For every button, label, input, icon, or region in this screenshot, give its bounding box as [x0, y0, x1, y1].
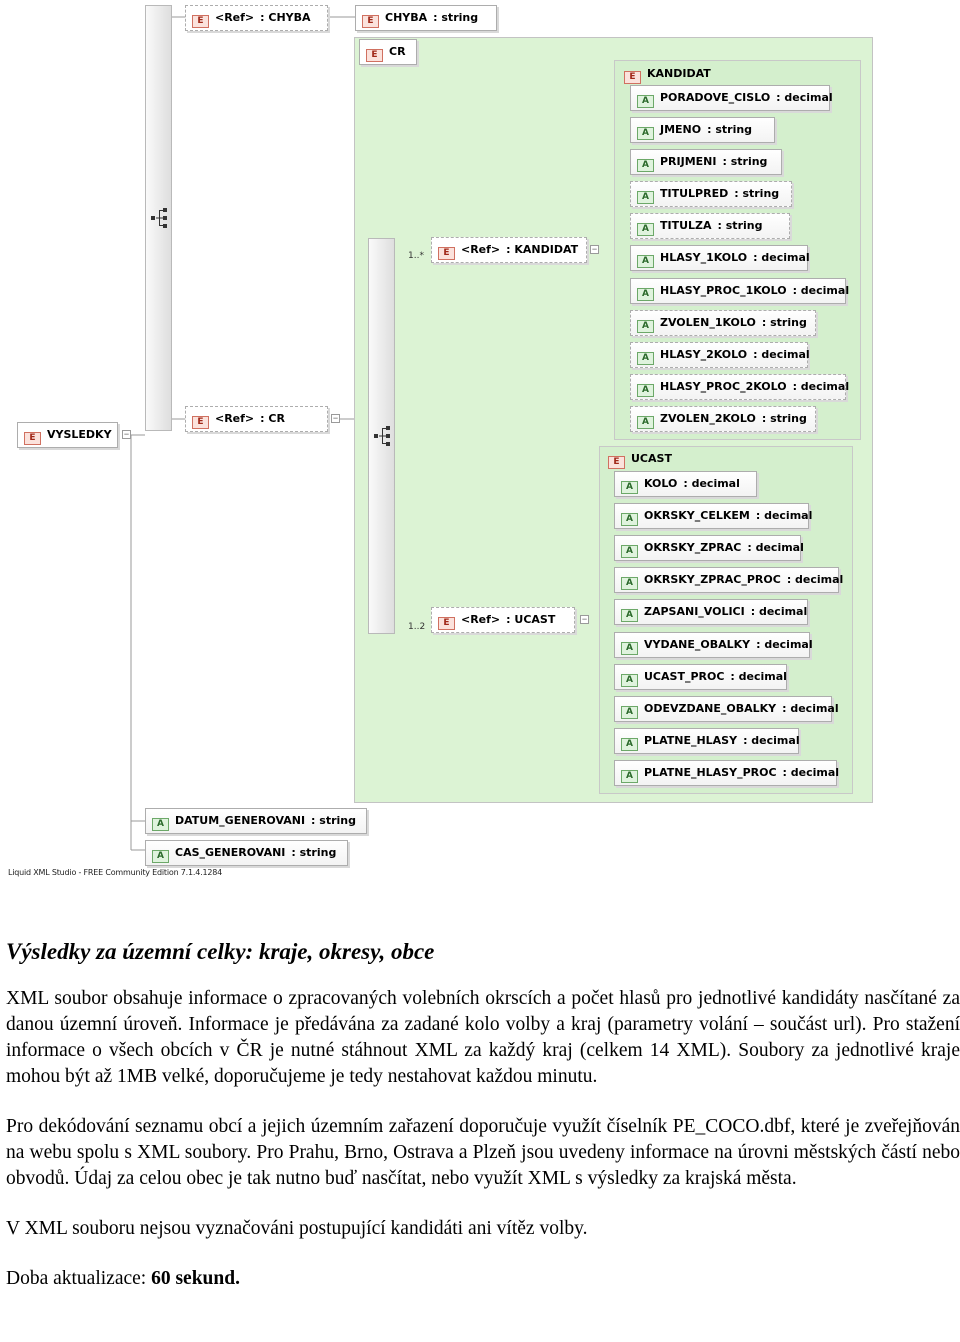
- attribute-badge: A: [637, 223, 654, 236]
- element-badge: E: [438, 247, 455, 260]
- attribute-zapsani-volici[interactable]: [614, 599, 808, 625]
- attribute-badge: A: [637, 416, 654, 429]
- element-label: KANDIDAT: [647, 67, 711, 80]
- attribute-name: PRIJMENI: [660, 155, 717, 168]
- tool-caption: Liquid XML Studio - FREE Community Edition 7.1.4.1284: [8, 868, 223, 877]
- cardinality-kandidat: 1..*: [408, 251, 424, 261]
- attribute-type: : string: [722, 155, 768, 168]
- attribute-type: : decimal: [792, 284, 850, 297]
- collapse-toggle[interactable]: −: [581, 614, 588, 624]
- update-value: 60 sekund.: [151, 1268, 240, 1289]
- ref-label: <Ref>: [215, 11, 255, 24]
- element-badge: E: [192, 15, 209, 28]
- attribute-okrsky-zprac[interactable]: [614, 535, 804, 561]
- attribute-name: ODEVZDANE_OBALKY: [644, 702, 777, 715]
- attribute-name: OKRSKY_CELKEM: [644, 509, 750, 522]
- attribute-type: : decimal: [755, 509, 813, 522]
- attribute-type: : decimal: [753, 348, 810, 361]
- attribute-prijmeni[interactable]: [630, 149, 782, 175]
- attribute-titulpred[interactable]: [630, 181, 792, 207]
- element-ucast[interactable]: [602, 447, 842, 473]
- attribute-type: : decimal: [756, 638, 813, 651]
- attribute-okrsky-celkem[interactable]: [614, 503, 813, 529]
- attribute-hlasy-1kolo[interactable]: [630, 245, 808, 271]
- attribute-badge: A: [621, 770, 638, 783]
- attribute-hlasy-2kolo[interactable]: [630, 342, 808, 368]
- attribute-name: HLASY_PROC_1KOLO: [660, 284, 787, 297]
- attribute-badge: A: [637, 191, 654, 204]
- attribute-type: : decimal: [750, 605, 808, 618]
- ref-ucast[interactable]: [431, 607, 575, 633]
- sequence-icon: [149, 208, 169, 228]
- attribute-kolo[interactable]: [614, 471, 757, 497]
- attribute-badge: A: [621, 481, 638, 494]
- attribute-cas-generovani[interactable]: [145, 840, 348, 866]
- attribute-type: : string: [761, 412, 807, 425]
- attribute-name: PORADOVE_CISLO: [660, 91, 771, 104]
- paragraph-2: Pro dekódování seznamu obcí a jejich územním zařazení doporučuje využít číselník PE_COCO.dbf, které je zveřejňován na webu spolu s XML soubory. Pro Prahu, Brno, Ostrava a Plzeň jsou uvedeny informace na úrovni městských částí nebo obvodů. Údaj za celou obec je tak nutno buď nasčítat, nebo využít XML s výsledky za krajská města.: [6, 1116, 960, 1189]
- cr-element[interactable]: [359, 39, 417, 65]
- cr-element-label: CR: [389, 45, 406, 58]
- ref-type: : UCAST: [506, 613, 556, 626]
- attribute-type: : decimal: [782, 702, 839, 715]
- collapse-toggle[interactable]: −: [591, 244, 598, 254]
- element-badge: E: [438, 617, 455, 630]
- attribute-badge: A: [621, 609, 638, 622]
- attribute-okrsky-zprac-proc[interactable]: [614, 567, 844, 593]
- attribute-badge: A: [621, 642, 638, 655]
- attribute-type: : decimal: [747, 541, 804, 554]
- ref-type: : KANDIDAT: [506, 243, 579, 256]
- attribute-type: : decimal: [786, 573, 844, 586]
- ref-kandidat[interactable]: [431, 237, 587, 263]
- attribute-badge: A: [621, 674, 638, 687]
- ref-label: <Ref>: [215, 412, 255, 425]
- attribute-type: : string: [734, 187, 780, 200]
- attribute-odevzdane-obalky[interactable]: [614, 696, 839, 722]
- element-badge: E: [608, 456, 625, 469]
- attribute-badge: A: [621, 706, 638, 719]
- attribute-name: PLATNE_HLASY: [644, 734, 738, 747]
- attribute-ucast-proc[interactable]: [614, 664, 787, 690]
- attribute-type: : string: [311, 814, 356, 827]
- attribute-badge: A: [637, 95, 654, 108]
- attribute-badge: A: [637, 288, 654, 301]
- attribute-name: HLASY_PROC_2KOLO: [660, 380, 787, 393]
- element-chyba[interactable]: [355, 5, 497, 31]
- attribute-type: : string: [291, 846, 337, 859]
- attribute-name: OKRSKY_ZPRAC: [644, 541, 742, 554]
- attribute-type: : decimal: [753, 251, 810, 264]
- attribute-type: : decimal: [683, 477, 740, 490]
- paragraph-1: XML soubor obsahuje informace o zpracovaných volebních okrscích a počet hlasů pro jednotlivé kandidáty nasčítané za danou územní úroveň. Informace je předávána za zadané kolo volby a kraj (parametry volání – součást url). Pro stažení informace o všech obcích v ČR je nutné stáhnout XML za každý kraj (celkem 14 XML). Soubory za jednotlivé kraje mohou být až 1MB velké, doporučujeme je tedy nestahovat každou minutu.: [6, 988, 960, 1087]
- ref-type: : CHYBA: [260, 11, 311, 24]
- document-text: [6, 936, 960, 1292]
- ref-label: <Ref>: [461, 243, 501, 256]
- attribute-type: : decimal: [782, 766, 840, 779]
- attribute-name: PLATNE_HLASY_PROC: [644, 766, 777, 779]
- attribute-hlasy-proc-1kolo[interactable]: [630, 278, 850, 304]
- ref-chyba[interactable]: [185, 5, 328, 31]
- element-badge: E: [24, 432, 41, 445]
- attribute-name: TITULZA: [660, 219, 712, 232]
- element-type: : string: [433, 11, 479, 24]
- element-label: CHYBA: [385, 11, 428, 24]
- attribute-name: ZVOLEN_1KOLO: [660, 316, 756, 329]
- attribute-badge: A: [637, 159, 654, 172]
- attribute-badge: A: [637, 127, 654, 140]
- attribute-badge: A: [621, 738, 638, 751]
- element-badge: E: [624, 71, 641, 84]
- attribute-zvolen-1kolo[interactable]: [630, 310, 816, 336]
- attribute-badge: A: [637, 352, 654, 365]
- cardinality-ucast: 1..2: [408, 622, 426, 632]
- attribute-name: ZAPSANI_VOLICI: [644, 605, 745, 618]
- attribute-platne-hlasy-proc[interactable]: [614, 760, 840, 786]
- attribute-name: ZVOLEN_2KOLO: [660, 412, 756, 425]
- collapse-toggle[interactable]: −: [123, 429, 130, 439]
- attribute-name: KOLO: [644, 477, 678, 490]
- element-badge: E: [362, 15, 379, 28]
- attribute-name: CAS_GENEROVANI: [175, 846, 286, 859]
- section-heading: Výsledky za územní celky: kraje, okresy, obce: [6, 939, 435, 964]
- element-badge: E: [192, 416, 209, 429]
- ref-label: <Ref>: [461, 613, 501, 626]
- attribute-type: : decimal: [730, 670, 787, 683]
- attribute-name: OKRSKY_ZPRAC_PROC: [644, 573, 781, 586]
- collapse-toggle[interactable]: −: [332, 413, 339, 423]
- attribute-badge: A: [152, 818, 169, 831]
- attribute-name: HLASY_2KOLO: [660, 348, 748, 361]
- attribute-poradove-cislo[interactable]: [630, 85, 833, 111]
- attribute-type: : decimal: [792, 380, 850, 393]
- attribute-badge: A: [621, 545, 638, 558]
- attribute-name: UCAST_PROC: [644, 670, 725, 683]
- attribute-jmeno[interactable]: [630, 117, 775, 143]
- attribute-type: : decimal: [743, 734, 800, 747]
- attribute-badge: A: [637, 255, 654, 268]
- sequence-icon: [372, 426, 392, 446]
- attribute-type: : decimal: [776, 91, 833, 104]
- attribute-platne-hlasy[interactable]: [614, 728, 799, 754]
- attribute-datum-generovani[interactable]: [145, 808, 367, 834]
- attribute-badge: A: [637, 320, 654, 333]
- attribute-badge: A: [152, 850, 169, 863]
- attribute-hlasy-proc-2kolo[interactable]: [630, 374, 850, 400]
- attribute-name: HLASY_1KOLO: [660, 251, 748, 264]
- paragraph-3: V XML souboru nejsou vyznačováni postupující kandidáti ani vítěz volby.: [6, 1218, 588, 1239]
- attribute-type: : string: [707, 123, 753, 136]
- root-element-vysledky[interactable]: [17, 422, 118, 448]
- attribute-badge: A: [637, 384, 654, 397]
- ref-type: : CR: [260, 412, 285, 425]
- attribute-titulza[interactable]: [630, 213, 790, 239]
- attribute-type: : string: [717, 219, 763, 232]
- attribute-badge: A: [621, 513, 638, 526]
- ref-cr[interactable]: [185, 406, 328, 432]
- attribute-name: TITULPRED: [660, 187, 729, 200]
- root-element-label: VYSLEDKY: [47, 428, 112, 441]
- attribute-badge: A: [621, 577, 638, 590]
- attribute-name: DATUM_GENEROVANI: [175, 814, 306, 827]
- element-label: UCAST: [631, 452, 672, 465]
- attribute-name: VYDANE_OBALKY: [644, 638, 751, 651]
- attribute-name: JMENO: [660, 123, 702, 136]
- attribute-zvolen-2kolo[interactable]: [630, 406, 816, 432]
- element-badge: E: [366, 49, 383, 62]
- update-label: Doba aktualizace:: [6, 1268, 152, 1289]
- attribute-type: : string: [761, 316, 807, 329]
- update-line: [6, 1266, 960, 1292]
- attribute-vydane-obalky[interactable]: [614, 632, 813, 658]
